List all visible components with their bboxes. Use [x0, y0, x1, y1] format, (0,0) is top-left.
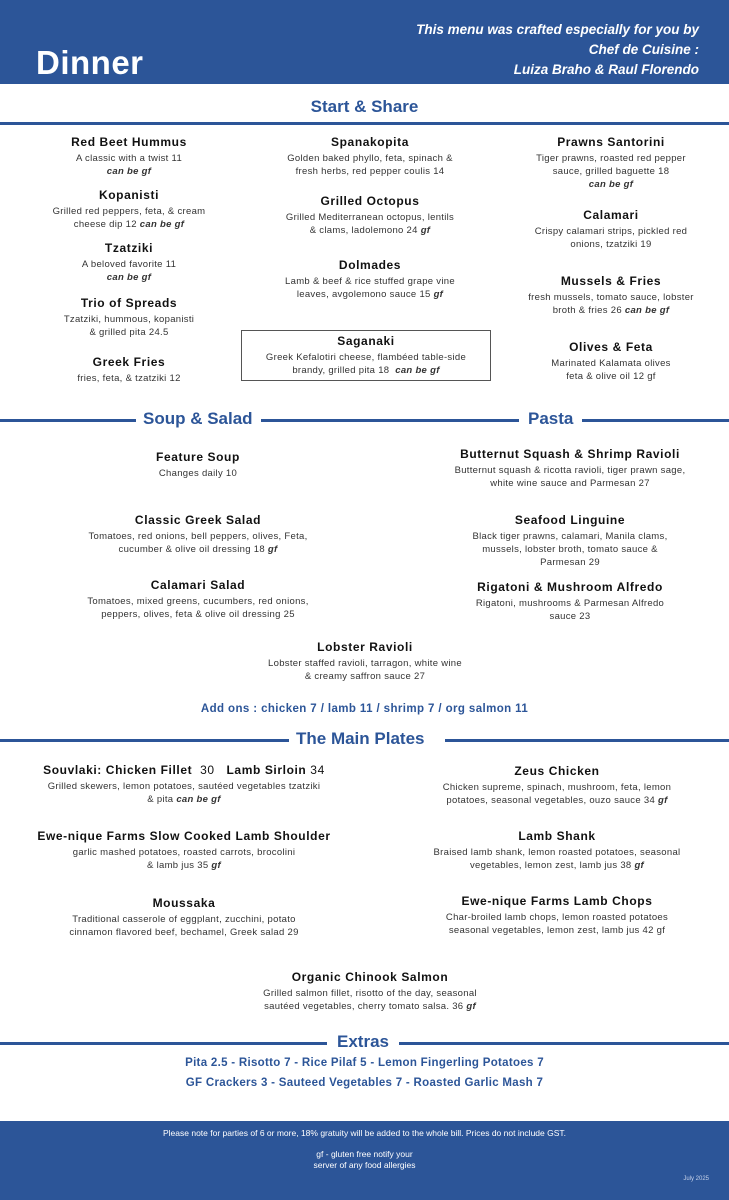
- menu-item-rigatoni-alfredo: Rigatoni & Mushroom Alfredo Rigatoni, mushrooms & Parmesan Alfredo sauce 23: [475, 580, 665, 622]
- menu-item-lobster-ravioli: Lobster Ravioli Lobster staffed ravioli, tarragon, white wine & creamy saffron sauce 27: [268, 640, 462, 682]
- chef-credit: This menu was crafted especially for you by Chef de Cuisine : Luiza Braho & Raul Florendo: [416, 22, 699, 77]
- menu-item-seafood-linguine: Seafood Linguine Black tiger prawns, calamari, Manila clams, mussels, lobster broth, tomato sauce & Parmesan 29: [472, 513, 668, 568]
- add-ons-line: Add ons : chicken 7 / lamb 11 / shrimp 7 / org salmon 11: [200, 703, 529, 715]
- extras-line-1: Pita 2.5 - Risotto 7 - Rice Pilaf 5 - Lemon Fingerling Potatoes 7: [185, 1057, 544, 1069]
- section-rule: [582, 419, 729, 422]
- menu-item-mussels-fries: Mussels & Fries fresh mussels, tomato sauce, lobster broth & fries 26 can be gf: [528, 274, 694, 316]
- menu-item-lamb-chops: Ewe-nique Farms Lamb Chops Char-broiled lamb chops, lemon roasted potatoes seasonal vegetables, lemon zest, lamb jus 42 gf: [445, 894, 669, 936]
- menu-item-moussaka: Moussaka Traditional casserole of eggplant, zucchini, potato cinnamon flavored beef, bechamel, Greek salad 29: [69, 896, 299, 938]
- menu-item-greek-fries: Greek Fries fries, feta, & tzatziki 12: [77, 355, 181, 384]
- menu-item-saganaki-featured: Saganaki Greek Kefalotiri cheese, flambéed table-side brandy, grilled pita 18 can be gf: [241, 330, 491, 381]
- section-rule: [0, 1042, 327, 1045]
- gratuity-note: Please note for parties of 6 or more, 18% gratuity will be added to the whole bill. Prices do not include GST.: [162, 1128, 567, 1138]
- menu-item-spanakopita: Spanakopita Golden baked phyllo, feta, spinach & fresh herbs, red pepper coulis 14: [287, 135, 453, 177]
- menu-item-classic-greek-salad: Classic Greek Salad Tomatoes, red onions, bell peppers, olives, Feta, cucumber & olive oil dressing 18 gf: [88, 513, 308, 555]
- menu-item-dolmades: Dolmades Lamb & beef & rice stuffed grape vine leaves, avgolemono sauce 15 gf: [285, 258, 455, 300]
- menu-item-tzatziki: Tzatziki A beloved favorite 11 can be gf: [81, 241, 177, 283]
- section-rule: [445, 739, 729, 742]
- page-title: Dinner: [36, 44, 144, 81]
- menu-item-calamari: Calamari Crispy calamari strips, pickled red onions, tzatziki 19: [534, 208, 688, 250]
- menu-item-olives-feta: Olives & Feta Marinated Kalamata olives feta & olive oil 12 gf: [551, 340, 671, 382]
- section-title-main-plates: The Main Plates: [296, 729, 425, 748]
- section-rule: [0, 739, 289, 742]
- footer-banner: [0, 1121, 729, 1200]
- section-rule: [0, 122, 729, 125]
- allergy-note: gf - gluten free notify your server of any food allergies: [313, 1149, 416, 1170]
- menu-item-zeus-chicken: Zeus Chicken Chicken supreme, spinach, mushroom, feta, lemon potatoes, seasonal vegetables, ouzo sauce 34 gf: [442, 764, 672, 806]
- menu-item-prawns-santorini: Prawns Santorini Tiger prawns, roasted red pepper sauce, grilled baguette 18 can be gf: [536, 135, 686, 190]
- menu-item-lamb-shank: Lamb Shank Braised lamb shank, lemon roasted potatoes, seasonal vegetables, lemon zest, lamb jus 38 gf: [433, 829, 681, 871]
- section-title-soup-salad: Soup & Salad: [143, 409, 253, 428]
- header-banner: [0, 0, 729, 84]
- menu-item-kopanisti: Kopanisti Grilled red peppers, feta, & cream cheese dip 12 can be gf: [52, 188, 206, 230]
- section-rule: [399, 1042, 729, 1045]
- section-title-start-share: Start & Share: [310, 97, 419, 116]
- menu-item-slow-cooked-lamb-shoulder: Ewe-nique Farms Slow Cooked Lamb Shoulder garlic mashed potatoes, roasted carrots, brocolini & lamb jus 35 gf: [37, 829, 331, 871]
- menu-item-souvlaki: Souvlaki: Chicken Fillet 30 Lamb Sirloin 34 Grilled skewers, lemon potatoes, sautéed vegetables tzatziki & pita can be gf: [43, 763, 325, 805]
- section-rule: [0, 419, 136, 422]
- menu-item-grilled-octopus: Grilled Octopus Grilled Mediterranean octopus, lentils & clams, ladolemono 24 gf: [285, 194, 455, 236]
- section-title-pasta: Pasta: [528, 409, 574, 428]
- menu-item-chinook-salmon: Organic Chinook Salmon Grilled salmon fillet, risotto of the day, seasonal sautéed vegetables, cherry tomato salsa. 36 gf: [263, 970, 477, 1012]
- menu-item-feature-soup: Feature Soup Changes daily 10: [156, 450, 240, 479]
- menu-item-calamari-salad: Calamari Salad Tomatoes, mixed greens, cucumbers, red onions, peppers, olives, feta & olive oil dressing 25: [87, 578, 309, 620]
- menu-item-red-beet-hummus: Red Beet Hummus A classic with a twist 11 can be gf: [71, 135, 187, 177]
- section-rule: [261, 419, 519, 422]
- menu-item-butternut-squash-ravioli: Butternut Squash & Shrimp Ravioli Butternut squash & ricotta ravioli, tiger prawn sage, white wine sauce and Parmesan 27: [454, 447, 686, 489]
- section-title-extras: Extras: [337, 1032, 389, 1051]
- menu-date: July 2025: [683, 1176, 709, 1182]
- extras-line-2: GF Crackers 3 - Sauteed Vegetables 7 - Roasted Garlic Mash 7: [185, 1077, 544, 1089]
- menu-item-trio-of-spreads: Trio of Spreads Tzatziki, hummous, kopanisti & grilled pita 24.5: [63, 296, 195, 338]
